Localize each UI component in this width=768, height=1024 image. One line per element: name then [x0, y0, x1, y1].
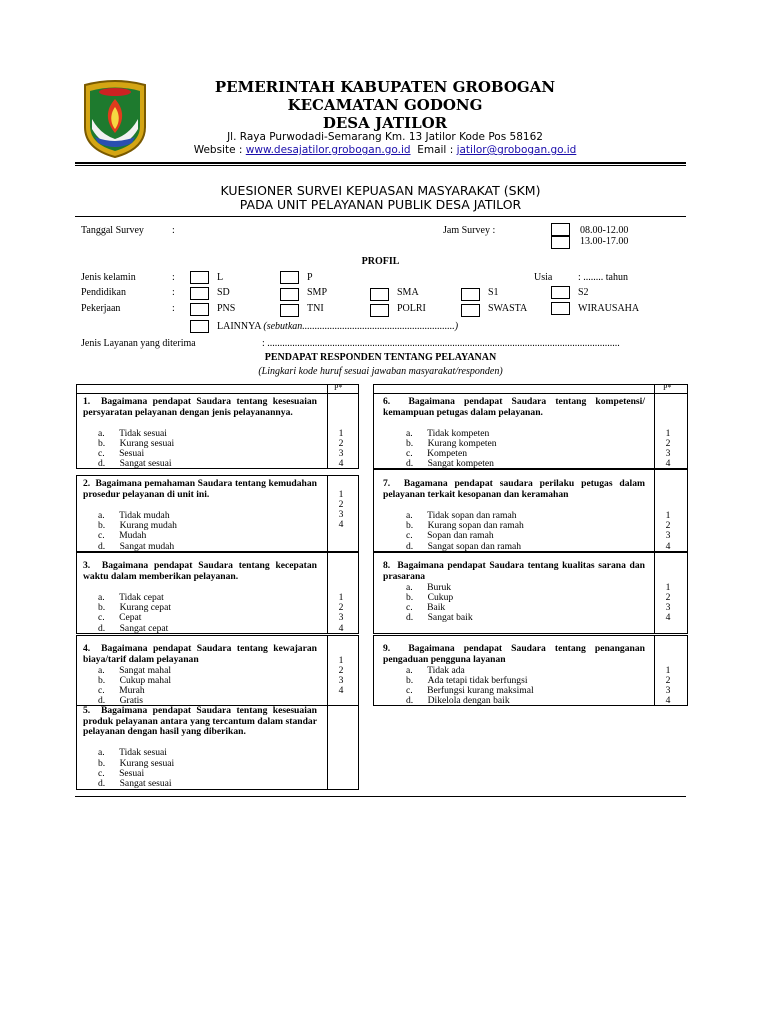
- q8-option-a[interactable]: a. Buruk: [406, 582, 452, 593]
- q6-code-1[interactable]: 1: [665, 428, 671, 439]
- header-district: KECAMATAN GODONG: [287, 96, 483, 114]
- question-5-number: 5.: [83, 705, 91, 716]
- question-5-text: [83, 706, 317, 738]
- question-7-number: 7.: [383, 478, 391, 489]
- job-other-row: [217, 321, 458, 332]
- gender-label: Jenis kelamin: [81, 272, 136, 283]
- q4-option-d[interactable]: d. Gratis: [98, 695, 144, 706]
- q9-option-b[interactable]: b. Ada tetapi tidak berfungsi: [406, 675, 528, 686]
- q6-code-4[interactable]: 4: [665, 458, 671, 469]
- age-field[interactable]: : ........ tahun: [578, 272, 628, 283]
- q1-code-3[interactable]: 3: [338, 448, 344, 459]
- q9-code-4[interactable]: 4: [665, 695, 671, 706]
- question-6-label: Bagaimana pendapat Saudara tentang kompetensi/ kemampuan petugas dalam pelayanan.: [383, 396, 645, 418]
- header-village: DESA JATILOR: [322, 114, 448, 132]
- q6-code-3[interactable]: 3: [665, 448, 671, 459]
- job-other-label: LAINNYA: [217, 321, 261, 332]
- time2-label: 13.00-17.00: [580, 236, 629, 247]
- q7-option-b[interactable]: b. Kurang sopan dan ramah: [406, 520, 524, 531]
- job-tni-label: TNI: [307, 303, 324, 314]
- survey-title-line1: KUESIONER SURVEI KEPUASAN MASYARAKAT (SKM): [220, 183, 541, 198]
- job-swasta-checkbox[interactable]: [461, 304, 480, 317]
- email-label: Email :: [417, 144, 457, 156]
- time1-label: 08.00-12.00: [580, 225, 629, 236]
- edu-sd-label: SD: [217, 287, 230, 298]
- q4-code-4[interactable]: 4: [338, 685, 344, 696]
- age-label: Usia: [534, 272, 553, 283]
- q5-option-b[interactable]: b. Kurang sesuai: [98, 758, 175, 769]
- q3-code-4[interactable]: 4: [338, 623, 344, 634]
- question-9-number: 9.: [383, 643, 391, 654]
- job-other-checkbox[interactable]: [190, 320, 209, 333]
- q2-code-2[interactable]: 2: [338, 499, 344, 510]
- website-label: Website :: [193, 144, 246, 156]
- q8-option-d[interactable]: d. Sangat baik: [406, 612, 473, 623]
- q8-code-4[interactable]: 4: [665, 612, 671, 623]
- survey-time-label: Jam Survey :: [443, 225, 496, 236]
- q8-code-3[interactable]: 3: [665, 602, 671, 613]
- q9-code-3[interactable]: 3: [665, 685, 671, 696]
- email-link[interactable]: jatilor@grobogan.go.id: [456, 144, 577, 156]
- job-label: Pekerjaan: [81, 303, 121, 314]
- q8-code-1[interactable]: 1: [665, 582, 671, 593]
- q2-code-1[interactable]: 1: [338, 489, 344, 500]
- edu-smp-label: SMP: [307, 287, 328, 298]
- q2-option-a[interactable]: a. Tidak mudah: [98, 510, 170, 521]
- question-8-label: Bagaimana pendapat Saudara tentang kualitas sarana dan prasarana: [383, 560, 645, 582]
- edu-s2-checkbox[interactable]: [551, 286, 570, 299]
- q4-code-1[interactable]: 1: [338, 655, 344, 666]
- header-government: PEMERINTAH KABUPATEN GROBOGAN: [214, 78, 556, 96]
- question-9-text: [383, 644, 645, 665]
- q1-code-1[interactable]: 1: [338, 428, 344, 439]
- edu-sma-checkbox[interactable]: [370, 288, 389, 301]
- q3-code-1[interactable]: 1: [338, 592, 344, 603]
- question-6-number: 6.: [383, 396, 391, 407]
- q2-option-c[interactable]: c. Mudah: [98, 530, 147, 541]
- question-4-number: 4.: [83, 643, 91, 654]
- service-field[interactable]: : .............................................................................................................................................: [262, 338, 620, 349]
- edu-sd-checkbox[interactable]: [190, 287, 209, 300]
- gender-l-label: L: [217, 272, 224, 283]
- opinion-instruction: (Lingkari kode huruf sesuai jawaban masyarakat/responden): [258, 366, 503, 377]
- website-link[interactable]: www.desajatilor.grobogan.go.id: [245, 144, 411, 156]
- question-1-number: 1.: [83, 396, 91, 407]
- question-3-number: 3.: [83, 560, 91, 571]
- job-wirausaha-checkbox[interactable]: [551, 302, 570, 315]
- question-3-label: Bagaimana pendapat Saudara tentang kecepatan waktu dalam memberikan pelayanan.: [83, 560, 318, 582]
- q9-option-d[interactable]: d. Dikelola dengan baik: [406, 695, 510, 706]
- q2-code-3[interactable]: 3: [338, 509, 344, 520]
- q1-option-d[interactable]: d. Sangat sesuai: [98, 458, 172, 469]
- job-wirausaha-label: WIRAUSAHA: [578, 303, 640, 314]
- job-pns-checkbox[interactable]: [190, 303, 209, 316]
- question-2-label: Bagaimana pemahaman Saudara tentang kemudahan prosedur pelayanan di unit ini.: [83, 478, 318, 500]
- q4-option-b[interactable]: b. Cukup mahal: [98, 675, 172, 686]
- left-p-header: P*: [334, 383, 343, 392]
- q9-option-c[interactable]: c. Berfungsi kurang maksimal: [406, 685, 534, 696]
- q4-code-3[interactable]: 3: [338, 675, 344, 686]
- q3-option-a[interactable]: a. Tidak cepat: [98, 592, 164, 603]
- edu-s1-checkbox[interactable]: [461, 288, 480, 301]
- q8-code-2[interactable]: 2: [665, 592, 671, 603]
- q2-option-b[interactable]: b. Kurang mudah: [98, 520, 177, 531]
- q7-option-c[interactable]: c. Sopan dan ramah: [406, 530, 494, 541]
- q7-code-1[interactable]: 1: [665, 510, 671, 521]
- gender-l-checkbox[interactable]: [190, 271, 209, 284]
- q6-option-d[interactable]: d. Sangat kompeten: [406, 458, 494, 469]
- q9-code-1[interactable]: 1: [665, 665, 671, 676]
- q6-code-2[interactable]: 2: [665, 438, 671, 449]
- q2-code-4[interactable]: 4: [338, 519, 344, 530]
- q8-option-b[interactable]: b. Cukup: [406, 592, 454, 603]
- gender-colon: :: [172, 272, 175, 283]
- q6-option-a[interactable]: a. Tidak kompeten: [406, 428, 490, 439]
- service-label: Jenis Layanan yang diterima: [81, 338, 196, 349]
- q3-option-d[interactable]: d. Sangat cepat: [98, 623, 169, 634]
- q6-option-b[interactable]: b. Kurang kompeten: [406, 438, 497, 449]
- q8-option-c[interactable]: c. Baik: [406, 602, 446, 613]
- question-1-text: [83, 397, 317, 418]
- q4-option-c[interactable]: c. Murah: [98, 685, 145, 696]
- survey-date-colon: :: [172, 225, 175, 236]
- grobogan-emblem-icon: [80, 79, 150, 159]
- header-address: Jl. Raya Purwodadi-Semarang Km. 13 Jatilor Kode Pos 58162: [227, 131, 543, 143]
- q7-option-a[interactable]: a. Tidak sopan dan ramah: [406, 510, 517, 521]
- edu-s2-label: S2: [578, 287, 589, 298]
- edu-smp-checkbox[interactable]: [280, 288, 299, 301]
- header-divider-thick: [75, 162, 686, 164]
- q2-option-d[interactable]: d. Sangat mudah: [98, 541, 175, 552]
- question-8-text: [383, 561, 645, 582]
- q4-code-2[interactable]: 2: [338, 665, 344, 676]
- education-colon: :: [172, 287, 175, 298]
- q1-option-c[interactable]: c. Sesuai: [98, 448, 145, 459]
- q9-code-2[interactable]: 2: [665, 675, 671, 686]
- title-divider: [75, 216, 686, 217]
- q4-option-a[interactable]: a. Sangat mahal: [98, 665, 172, 676]
- q1-code-4[interactable]: 4: [338, 458, 344, 469]
- q1-option-b[interactable]: b. Kurang sesuai: [98, 438, 175, 449]
- gender-p-checkbox[interactable]: [280, 271, 299, 284]
- right-p-header: P*: [663, 383, 672, 392]
- q7-code-4[interactable]: 4: [665, 541, 671, 552]
- survey-date-label: Tanggal Survey: [81, 225, 144, 236]
- gender-p-label: P: [307, 272, 313, 283]
- question-5-label: Bagaimana pendapat Saudara tentang kesesuaian produk pelayanan antara yang tercantum dalam standar pelayanan dengan hasil yang diberikan.: [83, 705, 317, 737]
- education-label: Pendidikan: [81, 287, 126, 298]
- q3-code-3[interactable]: 3: [338, 612, 344, 623]
- question-8-number: 8.: [383, 560, 391, 571]
- q9-option-a[interactable]: a. Tidak ada: [406, 665, 465, 676]
- job-polri-label: POLRI: [397, 303, 426, 314]
- question-1-label: Bagaimana pendapat Saudara tentang kesesuaian persyaratan pelayanan dengan jenis pelayanannya.: [83, 396, 317, 418]
- q5-option-a[interactable]: a. Tidak sesuai: [98, 747, 167, 758]
- q7-option-d[interactable]: d. Sangat sopan dan ramah: [406, 541, 522, 552]
- question-3-text: [83, 561, 317, 582]
- survey-title-line2: PADA UNIT PELAYANAN PUBLIK DESA JATILOR: [239, 197, 522, 212]
- q3-code-2[interactable]: 2: [338, 602, 344, 613]
- time1-checkbox[interactable]: [551, 223, 570, 236]
- question-2-number: 2.: [83, 478, 91, 489]
- q3-option-c[interactable]: c. Cepat: [98, 612, 142, 623]
- edu-s1-label: S1: [488, 287, 499, 298]
- time2-checkbox[interactable]: [551, 236, 570, 249]
- q5-option-d[interactable]: d. Sangat sesuai: [98, 778, 172, 789]
- q1-option-a[interactable]: a. Tidak sesuai: [98, 428, 167, 439]
- q7-code-2[interactable]: 2: [665, 520, 671, 531]
- question-9-label: Bagaimana pendapat Saudara tentang penanganan pengaduan pengguna layanan: [383, 643, 645, 665]
- job-pns-label: PNS: [217, 303, 236, 314]
- edu-sma-label: SMA: [397, 287, 419, 298]
- job-other-hint[interactable]: (sebutkan.............................................................): [263, 321, 459, 332]
- job-tni-checkbox[interactable]: [280, 304, 299, 317]
- q5-option-c[interactable]: c. Sesuai: [98, 768, 145, 779]
- opinion-heading: PENDAPAT RESPONDEN TENTANG PELAYANAN: [264, 352, 497, 363]
- header-contact: [150, 144, 620, 156]
- job-swasta-label: SWASTA: [488, 303, 528, 314]
- profil-heading: PROFIL: [361, 256, 400, 267]
- question-2-text: [83, 479, 317, 500]
- question-7-label: Bagamana pendapat saudara perilaku petugas dalam pelayanan terkait kesopanan dan keramahan: [383, 478, 645, 500]
- question-6-text: [383, 397, 645, 418]
- job-polri-checkbox[interactable]: [370, 304, 389, 317]
- footer-divider: [75, 796, 686, 797]
- header-divider-thin: [75, 165, 686, 166]
- q7-code-3[interactable]: 3: [665, 530, 671, 541]
- question-4-label: Bagaimana pendapat Saudara tentang kewajaran biaya/tarif dalam pelayanan: [83, 643, 317, 665]
- q1-code-2[interactable]: 2: [338, 438, 344, 449]
- question-7-text: [383, 479, 645, 500]
- question-4-text: [83, 644, 317, 665]
- job-colon: :: [172, 303, 175, 314]
- q6-option-c[interactable]: c. Kompeten: [406, 448, 468, 459]
- q3-option-b[interactable]: b. Kurang cepat: [98, 602, 172, 613]
